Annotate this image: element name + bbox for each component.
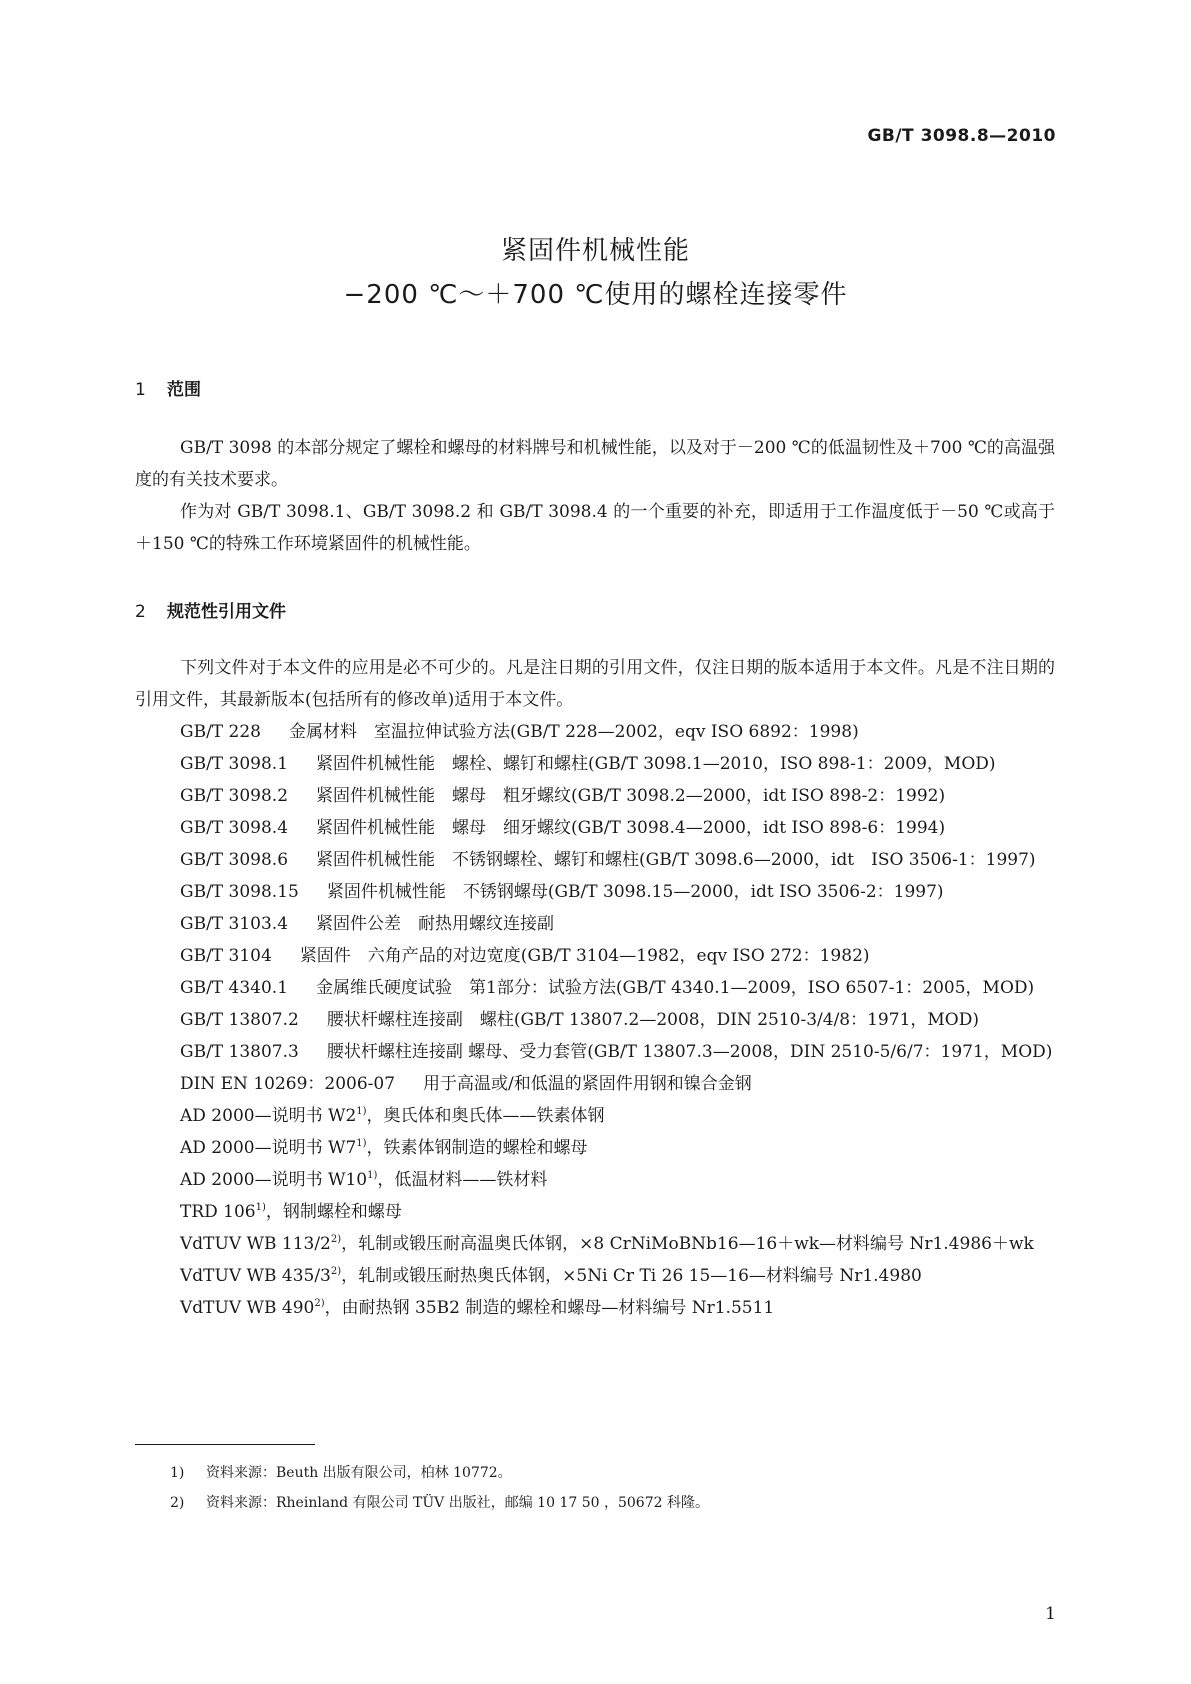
- section1-body: [135, 432, 1055, 560]
- reference-item: [135, 1004, 1055, 1036]
- section1-paragraph: GB/T 3098 的本部分规定了螺栓和螺母的材料牌号和机械性能，以及对于－200 ℃的低温韧性及＋700 ℃的高温强度的有关技术要求。: [135, 438, 1055, 490]
- reference-item-footnoted: [135, 1132, 1055, 1164]
- reference-code: DIN EN 10269：2006-07: [180, 1074, 396, 1094]
- reference-item-footnoted: [135, 1164, 1055, 1196]
- reference-text: AD 2000—说明书 W2: [180, 1106, 357, 1126]
- reference-title: 紧固件机械性能 螺母 粗牙螺纹(GB/T 3098.2—2000，idt ISO 898-2：1992): [316, 786, 946, 806]
- reference-text: ，由耐热钢 35B2 制造的螺栓和螺母—材料编号 Nr1.5511: [324, 1298, 775, 1318]
- reference-text: AD 2000—说明书 W10: [180, 1170, 368, 1190]
- section1-paragraph: 作为对 GB/T 3098.1、GB/T 3098.2 和 GB/T 3098.4 的一个重要的补充，即适用于工作温度低于－50 ℃或高于＋150 ℃的特殊工作环境紧固件的机械性能。: [135, 502, 1055, 554]
- reference-title: 紧固件机械性能 螺栓、螺钉和螺柱(GB/T 3098.1—2010，ISO 898-1：2009，MOD): [316, 754, 996, 774]
- reference-code: GB/T 4340.1: [180, 978, 289, 998]
- reference-text: ，奥氏体和奥氏体——铁素体钢: [366, 1106, 605, 1126]
- footnote-marker: 2): [314, 1298, 325, 1309]
- reference-title: 紧固件机械性能 螺母 细牙螺纹(GB/T 3098.4—2000，idt ISO 898-6：1994): [316, 818, 946, 838]
- reference-text: AD 2000—说明书 W7: [180, 1138, 357, 1158]
- reference-text: VdTUV WB 435/3: [180, 1266, 331, 1286]
- reference-item: [135, 780, 1055, 812]
- section2-title: 规范性引用文件: [167, 602, 286, 622]
- footnote-marker: 2): [330, 1234, 342, 1245]
- footnote-text: 资料来源：Beuth 出版有限公司，柏林 10772。: [206, 1465, 512, 1481]
- footnote-marker: 1): [356, 1138, 367, 1149]
- reference-text: ，钢制螺栓和螺母: [265, 1202, 402, 1222]
- reference-title: 金属材料 室温拉伸试验方法(GB/T 228—2002，eqv ISO 6892：1998): [289, 722, 859, 742]
- standard-code: GB/T 3098.8—2010: [867, 126, 1056, 146]
- footnote-marker: 1): [255, 1202, 266, 1213]
- reference-title: 腰状杆螺柱连接副 螺柱(GB/T 13807.2—2008，DIN 2510-3/4/8：1971，MOD): [326, 1010, 979, 1030]
- reference-item: [135, 748, 1055, 780]
- reference-text: ，铁素体钢制造的螺栓和螺母: [366, 1138, 588, 1158]
- reference-title: 紧固件机械性能 不锈钢螺栓、螺钉和螺柱(GB/T 3098.6—2000，idt ISO 3506-1：1997): [316, 850, 1036, 870]
- page-number: 1: [1045, 1604, 1056, 1624]
- reference-item-footnoted: [135, 1260, 1055, 1292]
- reference-code: GB/T 228: [180, 722, 261, 742]
- reference-code: GB/T 3098.1: [180, 754, 289, 774]
- footnote-item: [170, 1488, 709, 1518]
- reference-item: [135, 876, 1055, 908]
- reference-title: 用于高温或/和低温的紧固件用钢和镍合金钢: [423, 1074, 752, 1094]
- reference-item: [135, 1068, 1055, 1100]
- reference-item: [135, 844, 1055, 876]
- reference-item: [135, 940, 1055, 972]
- footnote-number: 1): [170, 1465, 185, 1481]
- reference-text: ，轧制或锻压耐高温奥氏体钢，×8 CrNiMoBNb16—16＋wk—材料编号 Nr1.4986＋wk: [341, 1234, 1034, 1254]
- document-title-line2: −200 ℃～＋700 ℃使用的螺栓连接零件: [343, 280, 848, 310]
- section2-number: 2: [135, 602, 146, 622]
- reference-code: GB/T 3103.4: [180, 914, 289, 934]
- reference-title: 金属维氏硬度试验 第1部分：试验方法(GB/T 4340.1—2009，ISO 6507-1：2005，MOD): [316, 978, 1035, 998]
- reference-item: [135, 908, 1055, 940]
- reference-title: 紧固件 六角产品的对边宽度(GB/T 3104—1982，eqv ISO 272：1982): [299, 946, 870, 966]
- reference-item-footnoted: [135, 1292, 1055, 1324]
- section1-heading: [135, 375, 201, 400]
- reference-item-footnoted: [135, 1228, 1055, 1260]
- footnote-marker: 2): [330, 1266, 342, 1277]
- reference-item: [135, 972, 1055, 1004]
- reference-text: TRD 106: [180, 1202, 256, 1222]
- footnotes: [170, 1458, 709, 1518]
- footnote-item: [170, 1458, 709, 1488]
- reference-item: [135, 1036, 1055, 1068]
- section2-body: [135, 652, 1055, 1324]
- reference-text: VdTUV WB 490: [180, 1298, 315, 1318]
- reference-item: [135, 812, 1055, 844]
- reference-code: GB/T 13807.2: [180, 1010, 299, 1030]
- reference-code: GB/T 3098.2: [180, 786, 289, 806]
- footnote-marker: 1): [356, 1106, 367, 1117]
- section1-title: 范围: [167, 380, 201, 400]
- reference-title: 紧固件机械性能 不锈钢螺母(GB/T 3098.15—2000，idt ISO 3506-2：1997): [326, 882, 944, 902]
- reference-text: ，低温材料——铁材料: [377, 1170, 548, 1190]
- footnote-divider: [135, 1444, 315, 1445]
- section2-heading: [135, 597, 286, 622]
- reference-item-footnoted: [135, 1196, 1055, 1228]
- reference-text: ，轧制或锻压耐热奥氏体钢，×5Ni Cr Ti 26 15—16—材料编号 Nr1.4980: [341, 1266, 922, 1286]
- section1-number: 1: [135, 380, 146, 400]
- reference-item: [135, 716, 1055, 748]
- reference-title: 腰状杆螺柱连接副 螺母、受力套管(GB/T 13807.3—2008，DIN 2510-5/6/7：1971，MOD): [326, 1042, 1053, 1062]
- reference-code: GB/T 3104: [180, 946, 272, 966]
- reference-code: GB/T 3098.15: [180, 882, 299, 902]
- reference-code: GB/T 3098.4: [180, 818, 289, 838]
- reference-code: GB/T 3098.6: [180, 850, 289, 870]
- footnote-marker: 1): [367, 1170, 378, 1181]
- reference-item-footnoted: [135, 1100, 1055, 1132]
- reference-title: 紧固件公差 耐热用螺纹连接副: [316, 914, 555, 934]
- footnote-text: 资料来源：Rheinland 有限公司 TÜV 出版社，邮编 10 17 50 ，50672 科隆。: [206, 1495, 709, 1511]
- section2-intro: 下列文件对于本文件的应用是必不可少的。凡是注日期的引用文件，仅注日期的版本适用于本文件。凡是不注日期的引用文件，其最新版本(包括所有的修改单)适用于本文件。: [135, 658, 1055, 710]
- reference-text: VdTUV WB 113/2: [180, 1234, 331, 1254]
- reference-code: GB/T 13807.3: [180, 1042, 299, 1062]
- footnote-number: 2): [170, 1495, 185, 1511]
- document-title-line1: 紧固件机械性能: [500, 236, 690, 266]
